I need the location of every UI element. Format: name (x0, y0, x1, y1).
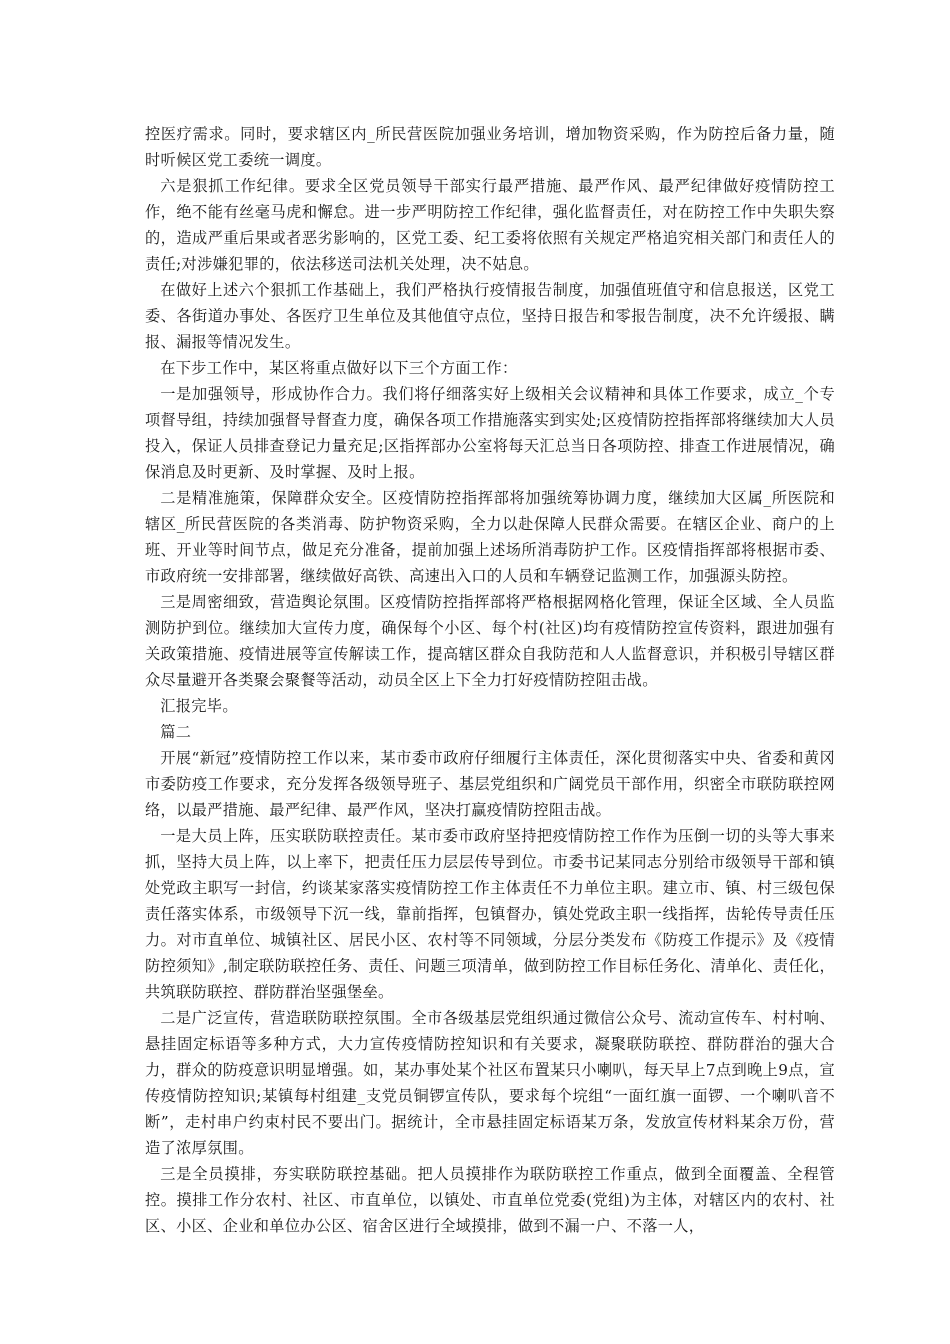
paragraph: 三是周密细致，营造舆论氛围。区疫情防控指挥部将严格根据网格化管理，保证全区域、全人员监测防护到位。继续加大宣传力度，确保每个小区、每个村(社区)均有疫情防控宣传资料，跟进加强有关政策措施、疫情进展等宣传解读工作，提高辖区群众自我防范和人人监督意识，并积极引导辖区群众尽量避开各类聚会聚餐等活动，动员全区上下全力打好疫情防控阻击战。 (145, 593, 835, 689)
paragraph: 二是精准施策，保障群众安全。区疫情防控指挥部将加强统筹协调力度，继续加大区属_所医院和辖区_所民营医院的各类消毒、防护物资采购，全力以赴保障人民群众需要。在辖区企业、商户的上班、开业等时间节点，做足充分准备，提前加强上述场所消毒防护工作。区疫情指挥部将根据市委、市政府统一安排部署，继续做好高铁、高速出入口的人员和车辆登记监测工作，加强源头防控。 (145, 489, 835, 585)
paragraph: 一是大员上阵，压实联防联控责任。某市委市政府坚持把疫情防控工作作为压倒一切的头等大事来抓，坚持大员上阵，以上率下，把责任压力层层传导到位。市委书记某同志分别给市级领导干部和镇处党政主职写一封信，约谈某家落实疫情防控工作主体责任不力单位主职。建立市、镇、村三级包保责任落实体系，市级领导下沉一线，靠前指挥，包镇督办，镇处党政主职一线指挥，齿轮传导责任压力。对市直单位、城镇社区、居民小区、农村等不同领域，分层分类发布《防疫工作提示》及《疫情防控须知》,制定联防联控任务、责任、问题三项清单，做到防控工作目标任务化、清单化、责任化，共筑联防联控、群防群治坚强堡垒。 (145, 827, 835, 1001)
document-body (145, 121, 835, 1239)
paragraph: 开展“新冠”疫情防控工作以来，某市委市政府仔细履行主体责任，深化贯彻落实中央、省委和黄冈市委防疫工作要求，充分发挥各级领导班子、基层党组织和广阔党员干部作用，织密全市联防联控网络，以最严措施、最严纪律、最严作风，坚决打赢疫情防控阻击战。 (145, 749, 835, 819)
paragraph: 六是狠抓工作纪律。要求全区党员领导干部实行最严措施、最严作风、最严纪律做好疫情防控工作，绝不能有丝毫马虎和懈怠。进一步严明防控工作纪律，强化监督责任，对在防控工作中失职失察的，造成严重后果或者恶劣影响的，区党工委、纪工委将依照有关规定严格追究相关部门和责任人的责任;对涉嫌犯罪的，依法移送司法机关处理，决不姑息。 (145, 177, 835, 273)
closing-line: 汇报完毕。 (160, 697, 238, 715)
paragraph: 控医疗需求。同时，要求辖区内_所民营医院加强业务培训，增加物资采购，作为防控后备力量，随时听候区党工委统一调度。 (145, 125, 835, 169)
paragraph: 二是广泛宣传，营造联防联控氛围。全市各级基层党组织通过微信公众号、流动宣传车、村村响、悬挂固定标语等多种方式，大力宣传疫情防控知识和有关要求，凝聚联防联控、群防群治的强大合力，群众的防疫意识明显增强。如，某办事处某个社区布置某只小喇叭，每天早上7点到晚上9点，宣传疫情防控知识;某镇每村组建_支党员铜锣宣传队，要求每个垸组“一面红旗一面锣、一个喇叭音不断”，走村串户约束村民不要出门。据统计，全市悬挂固定标语某万条，发放宣传材料某余万份，营造了浓厚氛围。 (145, 1009, 835, 1157)
paragraph: 在做好上述六个狠抓工作基础上，我们严格执行疫情报告制度，加强值班值守和信息报送，区党工委、各街道办事处、各医疗卫生单位及其他值守点位，坚持日报告和零报告制度，决不允许缓报、瞒报、漏报等情况发生。 (145, 281, 835, 351)
section-heading: 篇二 (160, 723, 192, 741)
paragraph: 三是全员摸排，夯实联防联控基础。把人员摸排作为联防联控工作重点，做到全面覆盖、全程管控。摸排工作分农村、社区、市直单位，以镇处、市直单位党委(党组)为主体，对辖区内的农村、社区、小区、企业和单位办公区、宿舍区进行全域摸排，做到不漏一户、不落一人， (145, 1165, 835, 1235)
paragraph: 一是加强领导，形成协作合力。我们将仔细落实好上级相关会议精神和具体工作要求，成立_个专项督导组，持续加强督导督查力度，确保各项工作措施落实到实处;区疫情防控指挥部将继续加大人员投入，保证人员排查登记力量充足;区指挥部办公室将每天汇总当日各项防控、排查工作进展情况，确保消息及时更新、及时掌握、及时上报。 (145, 385, 835, 481)
paragraph: 在下步工作中，某区将重点做好以下三个方面工作： (160, 359, 518, 377)
